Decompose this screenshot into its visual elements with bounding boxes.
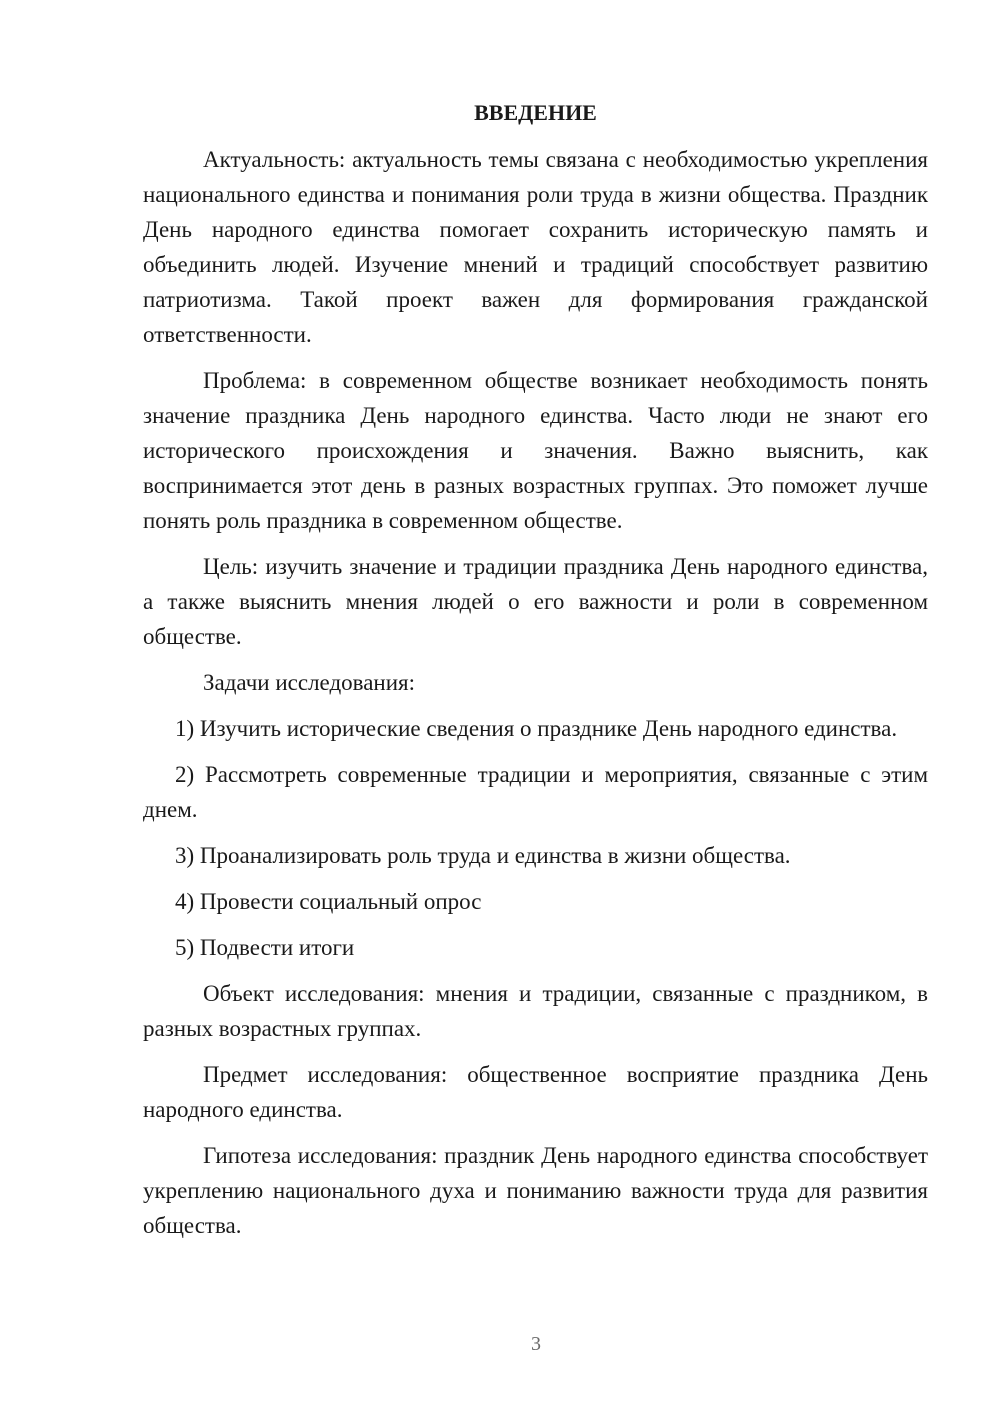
paragraph-hypothesis: Гипотеза исследования: праздник День народного единства способствует укреплению национального духа и пониманию важности труда для развития общества. [143, 1143, 928, 1238]
task-item-5: 5) Подвести итоги [175, 935, 355, 960]
page-content [143, 95, 928, 1254]
page-number: 3 [531, 1333, 541, 1355]
paragraph-relevance: Актуальность: актуальность темы связана с необходимостью укрепления национального единства и понимания роли труда в жизни общества. Праздник День народного единства помогает сохранить историческую память и объединить людей. Изучение мнений и традиций способствует развитию патриотизма. Такой проект важен для формирования гражданской ответственности. [143, 147, 928, 347]
task-item-2: 2) Рассмотреть современные традиции и мероприятия, связанные с этим днем. [143, 762, 928, 822]
paragraph-goal: Цель: изучить значение и традиции праздника День народного единства, а также выяснить мнения людей о его важности и роли в современном обществе. [143, 554, 928, 649]
task-item-1: 1) Изучить исторические сведения о празднике День народного единства. [175, 716, 898, 741]
section-heading: ВВЕДЕНИЕ [474, 100, 597, 125]
paragraph-problem: Проблема: в современном обществе возникает необходимость понять значение праздника День народного единства. Часто люди не знают его исторического происхождения и значения. Важно выяснить, как воспринимается этот день в разных возрастных группах. Это поможет лучше понять роль праздника в современном обществе. [143, 368, 928, 533]
task-item-4: 4) Провести социальный опрос [175, 889, 482, 914]
paragraph-object: Объект исследования: мнения и традиции, связанные с праздником, в разных возрастных группах. [143, 981, 928, 1041]
paragraph-subject: Предмет исследования: общественное восприятие праздника День народного единства. [143, 1062, 928, 1122]
paragraph-tasks-title: Задачи исследования: [203, 670, 416, 695]
task-item-3: 3) Проанализировать роль труда и единства в жизни общества. [175, 843, 791, 868]
